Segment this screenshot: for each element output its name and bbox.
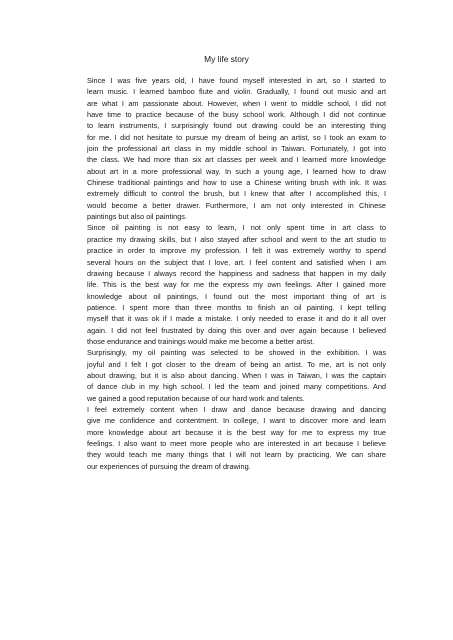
paragraph-line: Surprisingly, my oil painting was selected to be showed in the exhibition. I was <box>87 348 386 358</box>
paragraph-line: about art in a more professional way. In such a young age, I learned how to draw <box>87 166 386 176</box>
paragraph-line: our experiences of pursuing the dream of drawing. <box>87 461 251 471</box>
paragraph-line: I feel extremely content when I draw and dance because drawing and dancing <box>87 404 386 414</box>
paragraph-line: about drawing, but it is also about dancing. When I was in Taiwan, I was the captain <box>87 370 386 380</box>
paragraph-line: again. I did not feel frustrated by doing this over and over again because I believed <box>87 325 386 335</box>
paragraph <box>68 222 386 347</box>
paragraph-line: myself that it was ok if I made a mistake. I only needed to erase it and do it all over <box>87 314 386 324</box>
paragraph-line: life. This is the best way for me the express my own feelings. After I gained more <box>87 280 386 290</box>
paragraph-line: extremely difficult to control the brush, but I knew that after I accomplished this, I <box>87 189 386 199</box>
paragraph-line: join the professional art class in my middle school in Taiwan. Fortunately, I got into <box>87 144 386 154</box>
paragraph <box>68 347 386 404</box>
paragraph-line: knowledge about oil paintings, I found out the most important thing of art is <box>87 291 386 301</box>
paragraph-line: drawing because I always record the happiness and sadness that happen in my daily <box>87 268 386 278</box>
paragraph-line: paintings but also oil paintings. <box>87 212 188 222</box>
paragraph-line: to learn instruments, I surprisingly found out drawing could be an interesting thing <box>87 121 386 131</box>
paragraph-line: more knowledge about art because it is the best way for me to express my true <box>87 427 386 437</box>
paragraph-line: learn music. I learned bamboo flute and violin. Gradually, I found out music and art <box>87 87 386 97</box>
document-body <box>68 75 386 472</box>
paragraph-line: Since I was five years old, I have found myself interested in art, so I started to <box>87 76 386 85</box>
paragraph-line: of dance club in my high school. I led the team and joined many competitions. And <box>87 382 386 392</box>
paragraph-line: practice my drawing skills, but I also stayed after school and went to the art studio to <box>87 234 386 244</box>
paragraph <box>68 404 386 472</box>
paragraph-line: give me confidence and contentment. In college, I want to discover more and learn <box>87 416 386 426</box>
paragraph-line: have time to practice because of the busy school work. Although I did not continue <box>87 110 386 120</box>
paragraph-line: for me. I did not hesitate to pursue my dream of being an artist, so I took an exam to <box>87 132 386 142</box>
paragraph-line: patience. I spent more than three months to finish an oil painting. I kept telling <box>87 302 386 312</box>
paragraph-line: joyful and I felt I got closer to the dream of being an artist. To me, art is not only <box>87 359 386 369</box>
paragraph-line: practice in order to improve my profession. I felt it was extremely worthy to spend <box>87 246 386 256</box>
paragraph-line: they would teach me many things that I will not learn by practicing. We can share <box>87 450 386 460</box>
paragraph-line: several hours on the subject that I love, art. I feel content and satisfied when I am <box>87 257 386 267</box>
paragraph-line: feelings. I also want to meet more people who are interested in art because I believe <box>87 439 386 448</box>
paragraph-line: would become a better drawer. Furthermore, I am not only interested in Chinese <box>87 200 386 210</box>
paragraph-line: those endurance and trainings would make me become a better artist. <box>87 336 315 346</box>
paragraph <box>68 75 386 222</box>
paragraph-line: Since oil painting is not easy to learn, I not only spent time in art class to <box>87 223 386 233</box>
paragraph-line: we gained a good reputation because of our hard work and talents. <box>87 393 305 403</box>
paragraph-line: Chinese traditional paintings and how to use a Chinese writing brush with ink. It was <box>87 178 386 188</box>
paragraph-line: the class. We had more than six art classes per week and I learned more knowledge <box>87 155 386 165</box>
page-title: My life story <box>204 54 249 64</box>
paragraph-line: are what I am passionate about. However, when I went to middle school, I did not <box>87 98 386 108</box>
